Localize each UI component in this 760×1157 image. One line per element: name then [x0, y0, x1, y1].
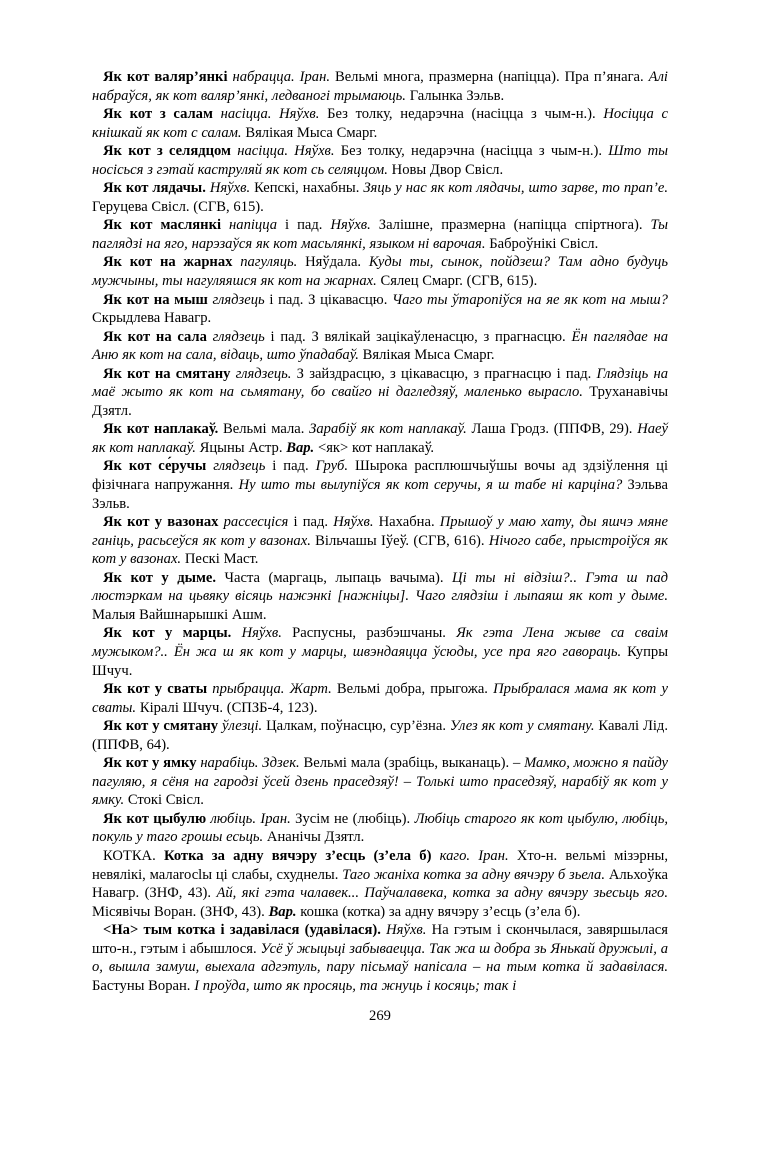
entry-text: Без толку, недарэчна (насіцца з чым-н.).	[334, 143, 609, 160]
entry-text: Стокі Свісл.	[124, 792, 204, 809]
entry-italic-text: Любіць старого як кот цыбулю, любіць, покуль у таго грошы есьць.	[92, 810, 668, 846]
entry-text: Вельмі добра, прыгожа.	[331, 681, 494, 698]
entry-text: Лаша Гродз. (ППФВ, 29).	[466, 421, 638, 438]
entry-italic-text: Улез як кот у смятану.	[449, 718, 595, 735]
entry-headword: Котка за адну вячэру з’есць (з’ела б)	[163, 847, 440, 864]
entry-italic-text: Няўхв.	[330, 217, 371, 234]
entry-italic-text: насіцца. Няўхв.	[220, 106, 320, 123]
entry-text: Без толку, недарэчна (насіцца з чым-н.).	[319, 106, 604, 123]
entry-headword: Як кот з селядцом	[103, 143, 238, 160]
entry-text: З зайздрасцю, з цікавасцю, з прагнасцю і пад.	[291, 365, 597, 382]
dictionary-entry	[92, 179, 668, 216]
entry-text: і пад. З цікавасцю.	[264, 291, 393, 308]
entry-text: КОТКА.	[103, 847, 164, 864]
entry-text: <як> кот наплакаў.	[314, 439, 435, 456]
dictionary-entry	[92, 420, 668, 457]
dictionary-entry	[92, 291, 668, 328]
entry-text: Часта (маргаць, лыпаць вачыма).	[216, 569, 453, 586]
entry-italic-text: Прышоў у маю хату, ды яшчэ мяне ганіць, расьсеўся як кот у вазонах.	[92, 514, 668, 549]
entry-text: Труханавічы Дзятл.	[92, 384, 669, 419]
entry-variant-marker: Вар.	[286, 439, 315, 456]
entry-headword: Як кот у дыме.	[103, 569, 217, 586]
entry-text: Зэльва Зэльв.	[92, 477, 668, 512]
entry-italic-text: І проўда, што як просяць, та жнуць і косяць; так і	[194, 977, 517, 994]
entry-italic-text: прыбрацца. Жарт.	[212, 681, 332, 698]
entry-headword: Як кот на мыш	[103, 291, 213, 308]
entry-text: Зусім не (любіць).	[290, 810, 415, 827]
entry-text: Новы Двор Свісл.	[387, 161, 504, 178]
entry-italic-text: каго. Іран.	[439, 847, 509, 864]
entry-headword: Як кот у ямку	[103, 755, 201, 772]
entry-text: Сялец Смарг. (СГВ, 615).	[376, 273, 538, 290]
entry-variant-marker: Вар.	[268, 903, 297, 920]
entry-italic-text: Зяць у нас як кот лядачы, што зарве, то прап’е.	[363, 180, 669, 197]
entry-headword: Як кот маслянкі	[103, 217, 230, 234]
entry-text: Шырока расплюшчыўшы вочы ад здзіўлення ці фізічнага напружання.	[92, 458, 668, 494]
entry-text: Распусны, разбэшчаны.	[281, 625, 457, 642]
entry-italic-text: Куды ты, сынок, пойдзеш? Там адно будуць мужчыны, ты нагуляяшся як кот на жарнах.	[92, 254, 668, 290]
entry-headword: Як кот у сваты	[103, 681, 213, 698]
entry-text: Кепскі, нахабны.	[250, 180, 364, 197]
entry-headword: Як кот се́ручы	[103, 458, 214, 475]
entry-text: і пад.	[288, 514, 334, 531]
entry-italic-text: Глядзіць на маё жыто як кот на сьмятану, бо свайго ні дагледзяў, маленько вырасло.	[92, 365, 668, 401]
entry-italic-text: насіцца. Няўхв.	[237, 143, 335, 160]
entry-text: Альхоўка Навагр. (ЗНФ, 43).	[92, 866, 668, 902]
dictionary-entry	[92, 105, 668, 142]
dictionary-entry	[92, 847, 668, 921]
entry-italic-text: Чаго ты ўтаропіўся на яе як кот на мыш?	[392, 291, 668, 308]
entry-headword: <На> тым котка і задавілася (удавілася).	[103, 922, 387, 939]
dictionary-entry	[92, 365, 668, 421]
entry-italic-text: Алі набраўся, як кот валяр’янкі, ледваногі трымаюць.	[92, 69, 668, 104]
entry-text: Бастуны Воран.	[92, 977, 195, 994]
dictionary-entry	[92, 68, 668, 105]
entry-text: кошка (котка) за адну вячэру з’есць (з’ела б).	[296, 903, 581, 920]
dictionary-entry	[92, 253, 668, 290]
entry-text: Яцыны Астр.	[195, 439, 287, 456]
text-body	[92, 68, 668, 995]
entry-italic-text: Няўхв.	[386, 922, 427, 939]
entry-italic-text: Як гэта Лена жыве са сваім мужыком?.. Ён жа ш як кот у марцы, швэндаяцца ўсюды, усе пра яго гавораць.	[92, 625, 668, 660]
entry-headword: Як кот у марцы.	[103, 625, 242, 642]
dictionary-entry	[92, 328, 668, 365]
dictionary-entry	[92, 717, 668, 754]
entry-text: Вельмі мала (зрабіць, выканаць).	[299, 755, 513, 772]
entry-italic-text: пагуляць.	[240, 254, 298, 271]
entry-italic-text: глядзець.	[235, 365, 292, 382]
entry-text: Вельмі мала.	[218, 421, 310, 438]
entry-italic-text: Ці ты ні відзіш?.. Гэта ш пад люстэркам на цьвяку вісяць нажэнкі [нажніцы]. Чаго глядзіш і лыпаяш як кот у дыме.	[92, 569, 668, 605]
dictionary-entry	[92, 810, 668, 847]
entry-italic-text: Наеў як кот наплакаў.	[92, 421, 668, 456]
dictionary-entry	[92, 216, 668, 253]
entry-italic-text: Ну што ты вылупіўся як кот серучы, я ш табе ні карціна?	[238, 477, 623, 494]
entry-headword: Як кот цыбулю	[103, 810, 211, 827]
entry-italic-text: глядзець	[212, 328, 265, 345]
entry-italic-text: набрацца. Іран.	[232, 69, 330, 85]
entry-italic-text: Груб.	[315, 458, 349, 475]
entry-headword: Як кот на смятану	[103, 365, 236, 382]
entry-italic-text: Носіцца с кнішкай як кот с салам.	[92, 106, 669, 141]
entry-italic-text: Нічого сабе, прыстроіўся як кот у вазонах.	[92, 532, 668, 568]
entry-italic-text: Ён паглядае на Аню як кот на сала, відаць, што ўпадабаў.	[92, 328, 669, 364]
dictionary-entry	[92, 142, 668, 179]
entry-italic-text: Няўхв.	[333, 514, 374, 531]
page-number: 269	[369, 1008, 391, 1024]
dictionary-entry	[92, 624, 668, 680]
entry-text: Вельмі многа, празмерна (напіцца). Пра п’янага.	[330, 69, 649, 85]
entry-italic-text: ўлезці.	[222, 718, 263, 735]
entry-text: Хто-н. вельмі мізэрны, невялікі, малаrосlы ці слабы, схуднелы.	[92, 847, 668, 883]
entry-italic-text: Усё ў жыцьці забываецца. Так жа ш добра зь Янькай дружылі, а о, вышла замуш, выехала адгэтуль, пару пісьмаў напісала – на тым котка й задавілася.	[92, 940, 668, 976]
entry-text: Пескі Маст.	[181, 551, 259, 568]
entry-text: Кіралі Шчуч. (СПЗБ-4, 123).	[136, 699, 318, 716]
entry-italic-text: любіць. Іран.	[210, 810, 291, 827]
entry-text: Галынка Зэльв.	[405, 87, 505, 104]
entry-headword: Як кот на сала	[103, 328, 213, 345]
entry-italic-text: Няўхв.	[209, 180, 251, 197]
entry-italic-text: Ай, які гэта чалавек... Паўчалавека, котка за адну вячэру зьесьць яго.	[216, 885, 669, 902]
entry-text: На гэтым і скончылася, завяршылася што-н., гэтым і абышлося.	[92, 922, 668, 957]
entry-italic-text: нарабіць. Здзек.	[200, 755, 300, 772]
entry-text: Скрыдлева Навагр.	[92, 310, 212, 327]
entry-text: Геруцева Свісл. (СГВ, 615).	[92, 198, 264, 215]
entry-headword: Як кот наплакаў.	[103, 421, 219, 438]
entry-text: Кавалі Лід. (ППФВ, 64).	[92, 718, 668, 753]
entry-headword: Як кот валяр’янкі	[103, 69, 233, 85]
entry-text: Купры Шчуч.	[92, 643, 669, 679]
dictionary-entry	[92, 569, 668, 625]
entry-italic-text: Няўхв.	[241, 625, 282, 642]
entry-text: Малыя Вайшнарышкі Ашм.	[92, 606, 267, 623]
entry-headword: Як кот на жарнах	[103, 254, 241, 271]
dictionary-entry	[92, 457, 668, 513]
entry-text: Вялікая Мыса Смарг.	[358, 347, 495, 364]
entry-text: і пад.	[265, 458, 316, 475]
entry-headword: Як кот у смятану	[103, 718, 222, 735]
entry-italic-text: глядзець	[213, 458, 266, 475]
entry-italic-text: Таго жаніха котка за адну вячэру б зьела.	[342, 866, 605, 883]
dictionary-entry	[92, 680, 668, 717]
entry-text: Місявічы Воран. (ЗНФ, 43).	[92, 903, 269, 920]
entry-italic-text: Зарабіў як кот наплакаў.	[309, 421, 467, 438]
entry-text: Няўдала.	[297, 254, 369, 271]
dictionary-entry	[92, 754, 668, 810]
entry-headword: Як кот у вазонах	[103, 514, 224, 531]
entry-text: Залішне, празмерна (напіцца спіртнога).	[370, 217, 651, 234]
dictionary-entry	[92, 921, 668, 995]
entry-italic-text: Ты паглядзі на яго, нарэзаўся як кот масьлянкі, языком ні варочая.	[92, 217, 668, 252]
entry-text: і пад.	[277, 217, 331, 234]
entry-italic-text: Што ты носісься з гэтай каструляй як кот сь селяццом.	[92, 143, 669, 178]
entry-text: Нахабна.	[373, 514, 440, 531]
entry-text: Цалкам, поўнасцю, сур’ёзна.	[262, 718, 450, 735]
entry-text: Вялікая Мыса Смарг.	[241, 124, 378, 141]
entry-italic-text: напіцца	[229, 217, 278, 234]
entry-text: Баброўнікі Свісл.	[485, 235, 599, 252]
entry-text: Ананічы Дзятл.	[263, 829, 365, 846]
entry-headword: Як кот лядачы.	[103, 180, 210, 197]
entry-text: і пад. З вялікай зацікаўленасцю, з прагнасцю.	[264, 328, 572, 345]
dictionary-entry	[92, 513, 668, 569]
entry-headword: Як кот з салам	[103, 106, 221, 123]
entry-italic-text: Прыбралася мама як кот у сваты.	[92, 681, 668, 716]
entry-text: Вільчашы Іўеў. (СГВ, 616).	[310, 532, 489, 549]
entry-italic-text: рассесціся	[223, 514, 289, 531]
entry-italic-text: – Мамко, можно я пайду пагуляю, я сёня на гародзі ўсей дзень праседзяў! – Толькі што праседзяў, нарабіў як кот у ямку.	[92, 755, 668, 809]
entry-italic-text: глядзець	[212, 291, 265, 308]
